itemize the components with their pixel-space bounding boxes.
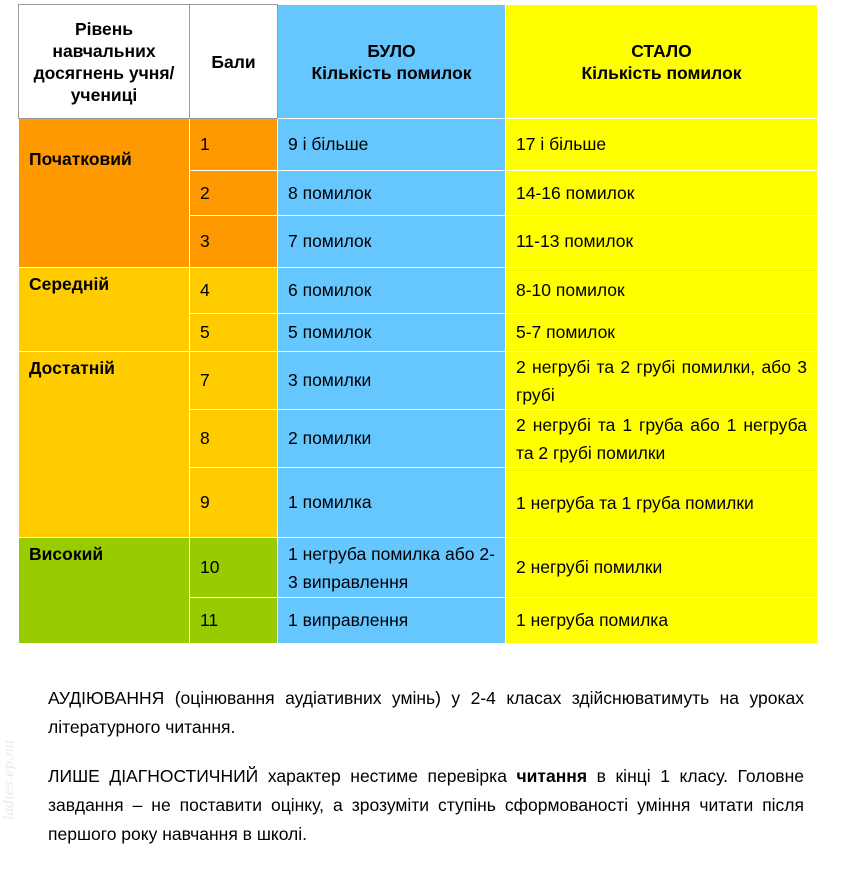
score-cell: 4 — [190, 268, 278, 314]
before-cell: 7 помилок — [278, 216, 506, 268]
after-cell: 14-16 помилок — [506, 171, 818, 216]
level-initial: Початковий — [19, 119, 190, 268]
audio-note: АУДІЮВАННЯ (оцінювання аудіативних умінь) у 2-4 класах здійснюватимуть на уроках літературного читання. — [48, 688, 804, 737]
reading-note-prefix: ЛИШЕ ДІАГНОСТИЧНИЙ характер нестиме перевірка — [48, 766, 517, 786]
before-cell: 3 помилки — [278, 352, 506, 410]
header-level: Рівень навчальних досягнень учня/учениці — [19, 5, 190, 119]
before-cell: 2 помилки — [278, 410, 506, 468]
before-cell: 1 виправлення — [278, 598, 506, 644]
header-after — [506, 5, 818, 119]
after-cell: 2 негрубі та 2 грубі помилки, або 3 грубі — [506, 352, 818, 410]
header-after-subtitle: Кількість помилок — [581, 62, 742, 83]
before-cell: 1 помилка — [278, 468, 506, 538]
before-cell: 9 і більше — [278, 119, 506, 171]
reading-note-suffix: в кінці 1 класу. Головне завдання – не поставити оцінку, а зрозуміти ступінь сформованості уміння читати після першого року навчання в школі. — [48, 766, 804, 844]
score-cell: 7 — [190, 352, 278, 410]
table-row — [19, 352, 818, 410]
level-high: Високий — [19, 538, 190, 644]
header-score: Бали — [190, 5, 278, 119]
score-cell: 11 — [190, 598, 278, 644]
after-cell: 1 негруба помилка — [506, 598, 818, 644]
reading-note-bold: читання — [516, 766, 588, 786]
score-cell: 9 — [190, 468, 278, 538]
score-cell: 5 — [190, 314, 278, 352]
after-cell: 17 і більше — [506, 119, 818, 171]
reading-note — [48, 762, 804, 849]
header-before — [278, 5, 506, 119]
table-row — [19, 268, 818, 314]
score-cell: 2 — [190, 171, 278, 216]
before-cell: 6 помилок — [278, 268, 506, 314]
grading-table — [18, 4, 818, 644]
header-row — [19, 5, 818, 119]
score-cell: 8 — [190, 410, 278, 468]
score-cell: 1 — [190, 119, 278, 171]
after-cell: 1 негруба та 1 груба помилки — [506, 468, 818, 538]
header-before-title: БУЛО — [367, 40, 416, 61]
after-cell: 2 негрубі та 1 груба або 1 негруба та 2 грубі помилки — [506, 410, 818, 468]
before-cell: 8 помилок — [278, 171, 506, 216]
level-middle: Середній — [19, 268, 190, 352]
score-cell: 3 — [190, 216, 278, 268]
header-before-subtitle: Кількість помилок — [311, 62, 472, 83]
watermark: ladies.ep.nu — [2, 740, 17, 820]
before-cell: 5 помилок — [278, 314, 506, 352]
table-row — [19, 119, 818, 171]
table-row — [19, 538, 818, 598]
after-cell: 8-10 помилок — [506, 268, 818, 314]
score-cell: 10 — [190, 538, 278, 598]
before-cell: 1 негруба помилка або 2-3 виправлення — [278, 538, 506, 598]
after-cell: 5-7 помилок — [506, 314, 818, 352]
header-after-title: СТАЛО — [631, 40, 692, 61]
after-cell: 11-13 помилок — [506, 216, 818, 268]
after-cell: 2 негрубі помилки — [506, 538, 818, 598]
level-sufficient: Достатній — [19, 352, 190, 538]
